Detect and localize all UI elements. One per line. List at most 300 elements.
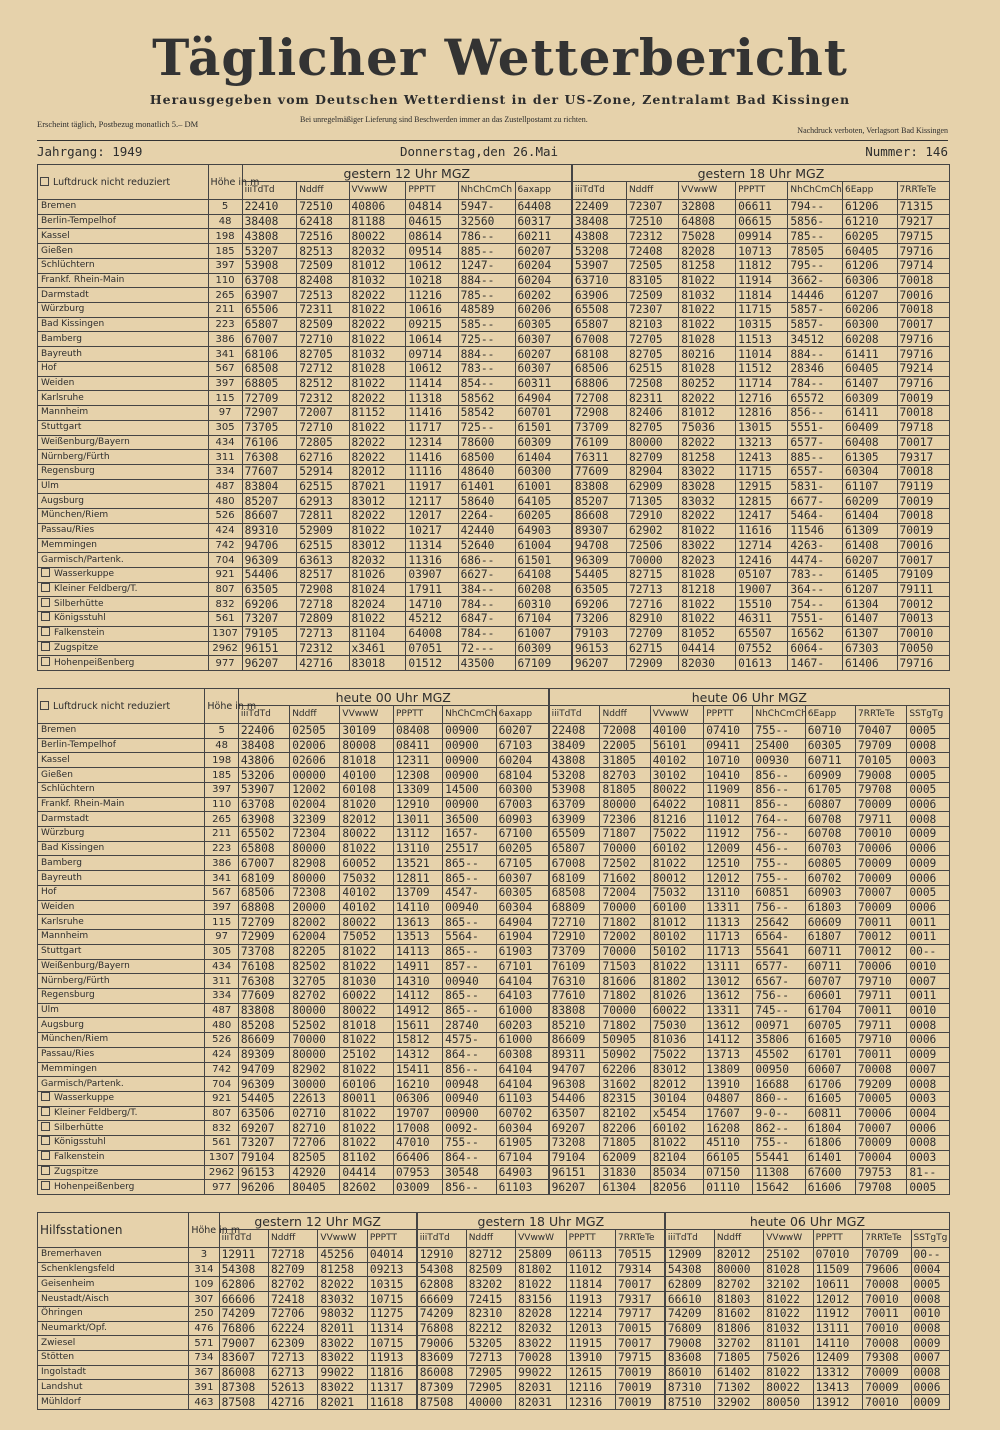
- observation-code: 13612: [704, 988, 753, 1003]
- observation-code: 81022: [349, 332, 406, 347]
- observation-code: 79708: [856, 782, 907, 797]
- observation-code: 81022: [679, 523, 736, 538]
- observation-code: 0007: [907, 974, 950, 989]
- observation-code: 0006: [911, 1380, 950, 1395]
- observation-code: 07150: [704, 1165, 753, 1180]
- observation-code: 11546: [788, 523, 843, 538]
- observation-code: 32309: [290, 812, 340, 827]
- observation-code: 68808: [238, 900, 289, 915]
- station-label: Schlüchtern: [41, 260, 95, 271]
- observation-code: 0008: [911, 1292, 950, 1307]
- observation-code: 61404: [515, 450, 572, 465]
- observation-code: 25642: [753, 915, 805, 930]
- weather-table: [37, 1212, 950, 1410]
- observation-code: 07552: [736, 641, 788, 656]
- observation-code: 79606: [863, 1262, 911, 1277]
- observation-code: 60022: [340, 988, 394, 1003]
- observation-code: 82032: [349, 553, 406, 568]
- observation-code: 71305: [626, 494, 678, 509]
- station-name: [38, 782, 205, 797]
- observation-code: 79111: [897, 582, 949, 597]
- observation-code: 70016: [897, 288, 949, 303]
- observation-code: 63507: [549, 1106, 600, 1121]
- observation-code: 755--: [753, 1136, 805, 1151]
- station-label: Schlüchtern: [41, 784, 95, 795]
- observation-code: 38408: [238, 738, 289, 753]
- observation-code: 61606: [805, 1180, 855, 1195]
- observation-code: 62004: [290, 930, 340, 945]
- observation-code: 754--: [788, 597, 843, 612]
- observation-code: 70008: [863, 1277, 911, 1292]
- observation-code: 70017: [897, 435, 949, 450]
- observation-code: 83022: [679, 538, 736, 553]
- observation-code: 10315: [736, 317, 788, 332]
- code-column-header: iiiTdTd: [572, 182, 627, 200]
- observation-code: 11618: [367, 1395, 416, 1410]
- observation-code: 0006: [907, 871, 950, 886]
- observation-code: 70007: [856, 885, 907, 900]
- observation-code: 70000: [290, 1033, 340, 1048]
- observation-code: 70019: [615, 1365, 664, 1380]
- station-height: 386: [208, 332, 242, 347]
- observation-code: 11616: [736, 523, 788, 538]
- observation-code: 81022: [650, 856, 704, 871]
- observation-code: 83202: [466, 1277, 515, 1292]
- observation-code: 10218: [406, 273, 458, 288]
- observation-code: 76808: [417, 1321, 466, 1336]
- observation-code: 72418: [268, 1292, 317, 1307]
- station-label: Stuttgart: [41, 946, 82, 957]
- observation-code: 94709: [238, 1062, 289, 1077]
- observation-code: 72713: [297, 626, 349, 641]
- station-name: [38, 827, 205, 842]
- station-name: [38, 582, 209, 597]
- code-column-header: Nddff: [600, 706, 650, 724]
- observation-code: 81258: [318, 1262, 367, 1277]
- code-column-header: iiiTdTd: [665, 1230, 714, 1248]
- observation-code: 81022: [679, 597, 736, 612]
- observation-code: 60703: [805, 841, 855, 856]
- observation-code: 82028: [516, 1306, 566, 1321]
- observation-code: 61206: [842, 200, 897, 215]
- observation-code: 857--: [443, 959, 497, 974]
- observation-code: 68108: [572, 347, 627, 362]
- observation-code: 81218: [679, 582, 736, 597]
- observation-code: 13910: [704, 1077, 753, 1092]
- observation-code: 31805: [600, 753, 650, 768]
- observation-code: 12815: [736, 494, 788, 509]
- observation-code: 66105: [704, 1150, 753, 1165]
- station-height: 334: [205, 988, 238, 1003]
- observation-code: x5454: [650, 1106, 704, 1121]
- observation-code: 784--: [788, 376, 843, 391]
- observation-code: 60710: [805, 724, 855, 739]
- station-height: 807: [205, 1106, 238, 1121]
- observation-code: 82022: [679, 391, 736, 406]
- station-height: 311: [208, 450, 242, 465]
- observation-code: 82022: [349, 450, 406, 465]
- station-column-header: [38, 689, 205, 724]
- observation-code: 12012: [813, 1292, 862, 1307]
- observation-code: 72306: [600, 812, 650, 827]
- observation-code: 76106: [242, 435, 297, 450]
- observation-code: 13612: [704, 1018, 753, 1033]
- observation-code: 10713: [736, 244, 788, 259]
- code-column-header: 7RRTeTe: [615, 1230, 664, 1248]
- observation-code: 96151: [549, 1165, 600, 1180]
- observation-code: 785--: [458, 288, 515, 303]
- height-column-header: Höhe in m: [208, 165, 242, 200]
- observation-code: 0092-: [443, 1121, 497, 1136]
- observation-code: 36500: [443, 812, 497, 827]
- observation-code: 61103: [496, 1180, 549, 1195]
- station-height: 1307: [205, 1150, 238, 1165]
- station-label: Falkenstein: [54, 1152, 105, 1163]
- observation-code: 30000: [290, 1077, 340, 1092]
- observation-code: 13910: [566, 1351, 615, 1366]
- observation-code: 82705: [297, 347, 349, 362]
- observation-code: 13311: [704, 1003, 753, 1018]
- observation-code: 82205: [290, 944, 340, 959]
- observation-code: 70018: [897, 406, 949, 421]
- observation-code: 0010: [907, 1003, 950, 1018]
- observation-code: 64808: [679, 214, 736, 229]
- observation-code: 60309: [515, 435, 572, 450]
- observation-code: 82012: [349, 464, 406, 479]
- observation-code: 62808: [417, 1277, 466, 1292]
- observation-code: 12910: [393, 797, 442, 812]
- observation-code: 70009: [856, 871, 907, 886]
- observation-code: 61007: [515, 626, 572, 641]
- observation-code: 67103: [496, 738, 549, 753]
- observation-code: 10410: [704, 768, 753, 783]
- observation-code: 81805: [600, 782, 650, 797]
- observation-code: 06306: [393, 1091, 442, 1106]
- observation-code: 81018: [340, 753, 394, 768]
- observation-code: 80022: [650, 782, 704, 797]
- station-label: Königsstuhl: [54, 613, 106, 624]
- observation-code: 85034: [650, 1165, 704, 1180]
- observation-code: x3461: [349, 641, 406, 656]
- observation-code: 81022: [340, 1136, 394, 1151]
- observation-code: 60205: [842, 229, 897, 244]
- station-height: 109: [189, 1277, 219, 1292]
- station-height: 487: [205, 1003, 238, 1018]
- table-row: [38, 538, 950, 553]
- observation-code: 60208: [515, 582, 572, 597]
- station-height: 1307: [208, 626, 242, 641]
- table-row: [38, 782, 950, 797]
- table-row: [38, 582, 950, 597]
- observation-code: 83808: [549, 1003, 600, 1018]
- observation-code: 60805: [805, 856, 855, 871]
- table-row: [38, 885, 950, 900]
- observation-code: 94708: [572, 538, 627, 553]
- observation-code: 35806: [753, 1033, 805, 1048]
- station-height: 921: [208, 567, 242, 582]
- observation-code: 79006: [417, 1336, 466, 1351]
- observation-code: 72007: [297, 406, 349, 421]
- observation-code: 72710: [297, 420, 349, 435]
- observation-code: 53205: [466, 1336, 515, 1351]
- observation-code: 854--: [458, 376, 515, 391]
- observation-code: 783--: [458, 361, 515, 376]
- observation-code: 0003: [907, 1150, 950, 1165]
- observation-code: 81802: [516, 1262, 566, 1277]
- observation-code: 16562: [788, 626, 843, 641]
- observation-code: 00940: [443, 974, 497, 989]
- code-column-header: VVwwW: [764, 1230, 813, 1248]
- station-name: [38, 1150, 205, 1165]
- observation-code: 6677-: [788, 494, 843, 509]
- station-name: [38, 1180, 205, 1195]
- observation-code: 00948: [443, 1077, 497, 1092]
- observation-code: 60311: [515, 376, 572, 391]
- observation-code: 12417: [736, 509, 788, 524]
- observation-code: 86608: [572, 509, 627, 524]
- table-row: [38, 930, 950, 945]
- observation-code: 48640: [458, 464, 515, 479]
- observation-code: 60106: [340, 1077, 394, 1092]
- observation-code: 73705: [242, 420, 297, 435]
- station-label: Garmisch/Partenk.: [41, 1078, 124, 1089]
- observation-code: 745--: [753, 1003, 805, 1018]
- observation-code: 60205: [515, 509, 572, 524]
- observation-code: 85210: [549, 1018, 600, 1033]
- code-column-header: 6axapp: [496, 706, 549, 724]
- station-height: 185: [205, 768, 238, 783]
- observation-code: 96153: [238, 1165, 289, 1180]
- observation-code: 61605: [805, 1033, 855, 1048]
- observation-code: 45502: [753, 1047, 805, 1062]
- observation-code: 70009: [856, 1136, 907, 1151]
- observation-code: 79718: [897, 420, 949, 435]
- observation-code: 28346: [788, 361, 843, 376]
- station-height: 334: [208, 464, 242, 479]
- observation-code: 70009: [863, 1380, 911, 1395]
- station-name: [38, 1380, 189, 1395]
- observation-code: 61307: [842, 626, 897, 641]
- observation-code: 11308: [753, 1165, 805, 1180]
- code-column-header: PPPTT: [566, 1230, 615, 1248]
- observation-code: 82705: [626, 420, 678, 435]
- observation-code: 75052: [340, 930, 394, 945]
- station-height: 742: [208, 538, 242, 553]
- table-row: [38, 479, 950, 494]
- station-height: 115: [205, 915, 238, 930]
- observation-code: 79710: [856, 1033, 907, 1048]
- observation-code: 79711: [856, 988, 907, 1003]
- observation-code: 72907: [242, 406, 297, 421]
- observation-code: 60205: [496, 841, 549, 856]
- station-column-label: Luftdruck nicht reduziert: [53, 176, 171, 188]
- observation-code: 10612: [406, 361, 458, 376]
- observation-code: 71602: [600, 871, 650, 886]
- observation-code: 70011: [856, 1047, 907, 1062]
- observation-code: 80022: [340, 827, 394, 842]
- station-height: 424: [205, 1047, 238, 1062]
- observation-code: 76109: [572, 435, 627, 450]
- observation-code: 12416: [736, 553, 788, 568]
- code-column-header: Nddff: [297, 182, 349, 200]
- station-name: [38, 885, 205, 900]
- observation-code: 52640: [458, 538, 515, 553]
- code-column-header: Nddff: [268, 1230, 317, 1248]
- station-name: [38, 1106, 205, 1121]
- observation-code: 10811: [704, 797, 753, 812]
- observation-code: 12811: [393, 871, 442, 886]
- observation-code: 60705: [805, 1018, 855, 1033]
- observation-code: 81026: [349, 567, 406, 582]
- observation-code: 38408: [572, 214, 627, 229]
- observation-code: 13015: [736, 420, 788, 435]
- observation-code: 68508: [242, 361, 297, 376]
- observation-code: 81258: [679, 258, 736, 273]
- observation-code: 82509: [297, 317, 349, 332]
- observation-code: 72718: [268, 1248, 317, 1263]
- observation-code: 79007: [219, 1336, 268, 1351]
- observation-code: 66609: [417, 1292, 466, 1307]
- observation-code: 62515: [626, 361, 678, 376]
- station-height: 198: [205, 753, 238, 768]
- station-name: [38, 450, 209, 465]
- observation-code: 67105: [496, 856, 549, 871]
- observation-code: 12117: [406, 494, 458, 509]
- observation-code: 66610: [665, 1292, 714, 1307]
- station-name: [38, 258, 209, 273]
- station-label: Mannheim: [41, 407, 89, 418]
- observation-code: 70018: [897, 464, 949, 479]
- observation-code: 81802: [650, 974, 704, 989]
- observation-code: 83808: [238, 1003, 289, 1018]
- observation-code: 63708: [242, 273, 297, 288]
- observation-code: 12316: [566, 1395, 615, 1410]
- observation-code: 75032: [650, 885, 704, 900]
- observation-code: 60202: [515, 288, 572, 303]
- observation-code: 00930: [753, 753, 805, 768]
- observation-code: 72312: [297, 391, 349, 406]
- observation-code: 79711: [856, 1018, 907, 1033]
- observation-code: 0006: [907, 1121, 950, 1136]
- observation-code: 14312: [393, 1047, 442, 1062]
- station-height: 434: [208, 435, 242, 450]
- observation-code: 82315: [600, 1091, 650, 1106]
- observation-code: 860--: [753, 1091, 805, 1106]
- code-column-header: VVwwW: [340, 706, 394, 724]
- observation-code: 61309: [842, 523, 897, 538]
- observation-code: 80000: [600, 797, 650, 812]
- table-row: [38, 450, 950, 465]
- observation-code: 81022: [340, 1106, 394, 1121]
- observation-code: 25809: [516, 1248, 566, 1263]
- observation-code: 12009: [704, 841, 753, 856]
- station-column-header: [38, 1213, 189, 1248]
- observation-code: 30109: [340, 724, 394, 739]
- observation-code: 1247-: [458, 258, 515, 273]
- table-row: [38, 273, 950, 288]
- observation-code: 82517: [297, 567, 349, 582]
- table-row: [38, 626, 950, 641]
- observation-code: 0008: [911, 1321, 950, 1336]
- observation-code: 65808: [238, 841, 289, 856]
- observation-code: 00--: [907, 944, 950, 959]
- station-column-label: Hilfsstationen: [40, 1222, 123, 1237]
- observation-code: 19707: [393, 1106, 442, 1121]
- observation-code: 70050: [897, 641, 949, 656]
- station-label: Weißenburg/Bayern: [41, 960, 130, 971]
- station-label: Bad Kissingen: [41, 319, 105, 330]
- observation-code: 72312: [626, 229, 678, 244]
- observation-code: 11014: [736, 347, 788, 362]
- observation-code: 72408: [626, 244, 678, 259]
- observation-code: 11512: [736, 361, 788, 376]
- observation-code: 60409: [842, 420, 897, 435]
- observation-code: 79716: [897, 332, 949, 347]
- table-row: [38, 724, 950, 739]
- station-label: Würzburg: [41, 304, 85, 315]
- observation-code: 55641: [753, 944, 805, 959]
- observation-code: 22406: [238, 724, 289, 739]
- observation-code: 60701: [515, 406, 572, 421]
- observation-code: 11216: [406, 288, 458, 303]
- observation-code: 70018: [897, 273, 949, 288]
- observation-code: 60052: [340, 856, 394, 871]
- station-height: 367: [189, 1365, 219, 1380]
- station-height: 341: [208, 347, 242, 362]
- observation-code: 67007: [238, 856, 289, 871]
- station-height: 185: [208, 244, 242, 259]
- station-height: 305: [208, 420, 242, 435]
- checkbox-icon: [40, 701, 49, 710]
- observation-code: 53208: [572, 244, 627, 259]
- station-name: [38, 930, 205, 945]
- observation-code: 60308: [496, 1047, 549, 1062]
- station-label: Nürnberg/Fürth: [41, 975, 110, 986]
- observation-code: 11509: [813, 1262, 862, 1277]
- table-row: [38, 738, 950, 753]
- observation-code: 80000: [714, 1262, 763, 1277]
- code-column-header: 6axapp: [515, 182, 572, 200]
- station-label: Karlsruhe: [41, 392, 84, 403]
- station-label: Kleiner Feldberg/T.: [54, 584, 138, 595]
- observation-code: 1657-: [443, 827, 497, 842]
- observation-code: 0009: [907, 827, 950, 842]
- observation-code: 25517: [443, 841, 497, 856]
- observation-code: 68109: [549, 871, 600, 886]
- station-height: 807: [208, 582, 242, 597]
- table-row: [38, 1292, 950, 1307]
- observation-code: 60305: [496, 885, 549, 900]
- observation-code: 00900: [443, 724, 497, 739]
- station-label: Bremen: [41, 725, 77, 736]
- observation-code: 81022: [650, 1136, 704, 1151]
- observation-code: 82012: [650, 1077, 704, 1092]
- observation-code: 38409: [549, 738, 600, 753]
- observation-code: 53907: [238, 782, 289, 797]
- station-label: Hof: [41, 887, 57, 898]
- observation-code: 07051: [406, 641, 458, 656]
- observation-code: 71802: [600, 1018, 650, 1033]
- observation-code: 61903: [496, 944, 549, 959]
- observation-code: 81028: [764, 1262, 813, 1277]
- observation-code: 74209: [417, 1306, 466, 1321]
- observation-code: 80000: [290, 1047, 340, 1062]
- observation-code: 0005: [907, 724, 950, 739]
- observation-code: 70010: [897, 626, 949, 641]
- observation-code: 63613: [297, 553, 349, 568]
- observation-code: 63709: [549, 797, 600, 812]
- observation-code: 14710: [406, 597, 458, 612]
